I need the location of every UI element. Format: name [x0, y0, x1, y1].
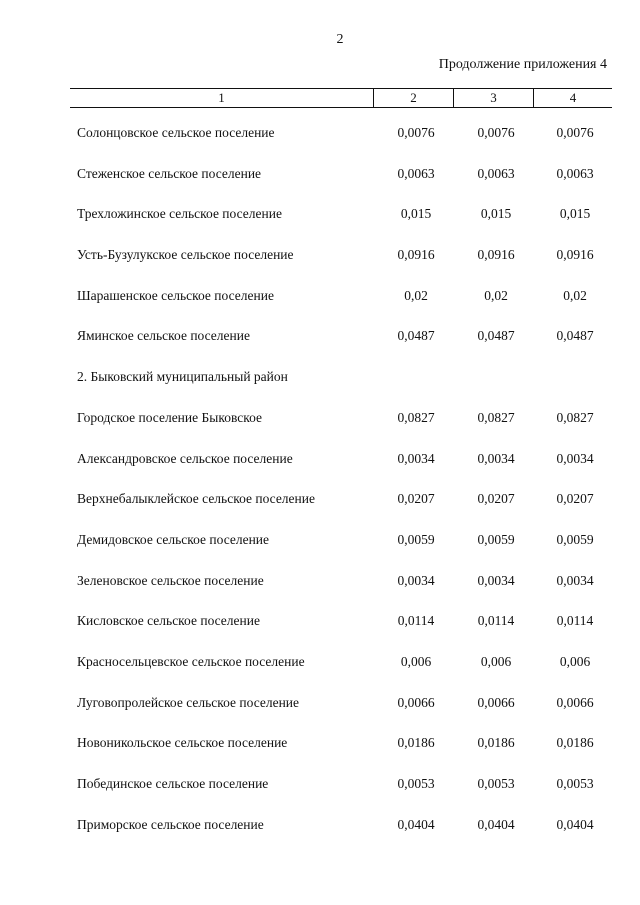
value-column-4: 0,006	[559, 653, 591, 669]
value-column-4: 0,0207	[556, 491, 594, 507]
value-column-2: 0,0034	[397, 450, 435, 466]
value-column-4: 0,0066	[556, 694, 594, 710]
value-column-4: 0,0404	[556, 816, 594, 832]
settlement-name: Демидовское сельское поселение	[77, 531, 270, 547]
table-row	[0, 121, 640, 162]
table-row	[0, 406, 640, 447]
value-column-4: 0,0076	[556, 125, 594, 140]
value-column-4: 0,0034	[556, 450, 594, 466]
settlement-name: Побединское сельское поселение	[77, 776, 269, 791]
value-column-3: 0,0186	[477, 735, 515, 751]
value-column-3: 0,0207	[477, 491, 515, 507]
settlement-name: Кисловское сельское поселение	[77, 613, 260, 629]
value-column-2: 0,0207	[397, 491, 435, 507]
settlement-name: Шарашенское сельское поселение	[77, 287, 274, 303]
value-column-3: 0,006	[480, 653, 512, 669]
value-column-2: 0,015	[400, 206, 432, 222]
column-header-4: 4	[533, 89, 612, 107]
table-row	[0, 528, 640, 569]
value-column-2: 0,0053	[397, 776, 435, 791]
value-column-4: 0,0053	[556, 776, 594, 791]
table-row	[0, 731, 640, 772]
value-column-4: 0,0059	[556, 531, 594, 547]
settlement-name: 2. Быковский муниципальный район	[77, 369, 288, 385]
value-column-3: 0,0487	[477, 328, 515, 344]
value-column-2: 0,0404	[397, 816, 435, 832]
value-column-2: 0,0487	[397, 328, 435, 344]
page-number: 2	[336, 32, 344, 47]
table-row	[0, 365, 640, 406]
settlement-name: Верхнебалыклейское сельское поселение	[77, 491, 315, 507]
value-column-2: 0,006	[400, 653, 432, 669]
value-column-3: 0,0404	[477, 816, 515, 832]
value-column-4: 0,015	[559, 206, 591, 222]
value-column-2: 0,0114	[397, 613, 435, 629]
value-column-2: 0,0827	[397, 409, 435, 425]
table-row	[0, 772, 640, 813]
value-column-3: 0,0063	[477, 165, 515, 181]
value-column-3: 0,0034	[477, 450, 515, 466]
value-column-3: 0,0916	[477, 247, 515, 263]
value-column-3: 0,0827	[477, 409, 515, 425]
settlement-name: Зеленовское сельское поселение	[77, 572, 264, 588]
settlement-name: Красносельцевское сельское поселение	[77, 653, 305, 669]
value-column-3: 0,0066	[477, 694, 515, 710]
table-row	[0, 324, 640, 365]
settlement-name: Солонцовское сельское поселение	[77, 125, 275, 140]
value-column-3: 0,015	[480, 206, 512, 222]
value-column-2: 0,02	[404, 287, 428, 303]
value-column-2: 0,0059	[397, 531, 435, 547]
value-column-4: 0,0034	[556, 572, 594, 588]
value-column-3: 0,0059	[477, 531, 515, 547]
value-column-2: 0,0063	[397, 165, 435, 181]
table-row	[0, 243, 640, 284]
value-column-2: 0,0066	[397, 694, 435, 710]
table-row	[0, 569, 640, 610]
value-column-4: 0,0827	[556, 409, 594, 425]
settlement-name: Луговопролейское сельское поселение	[77, 694, 300, 710]
settlement-name: Приморское сельское поселение	[77, 816, 264, 832]
value-column-3: 0,0076	[477, 125, 515, 140]
table-row	[0, 609, 640, 650]
settlement-name: Усть-Бузулукское сельское поселение	[77, 247, 294, 263]
value-column-3: 0,02	[484, 287, 508, 303]
settlement-name: Яминское сельское поселение	[77, 328, 250, 344]
column-header-1: 1	[218, 90, 225, 105]
column-header-2: 2	[373, 89, 453, 107]
settlement-name: Новоникольское сельское поселение	[77, 735, 288, 751]
settlement-name: Стеженское сельское поселение	[77, 165, 262, 181]
continuation-label: Продолжение приложения 4	[438, 57, 607, 72]
value-column-4: 0,0916	[556, 247, 594, 263]
table-row	[0, 650, 640, 691]
value-column-3: 0,0053	[477, 776, 515, 791]
value-column-4: 0,0487	[556, 328, 594, 344]
value-column-2: 0,0076	[397, 125, 435, 140]
value-column-4: 0,0186	[556, 735, 594, 751]
column-header-3: 3	[453, 89, 533, 107]
table-row	[0, 447, 640, 488]
table-header	[70, 88, 612, 108]
table-row	[0, 202, 640, 243]
value-column-2: 0,0034	[397, 572, 435, 588]
table-body	[0, 121, 640, 853]
value-column-4: 0,02	[563, 287, 587, 303]
value-column-4: 0,0063	[556, 165, 594, 181]
settlement-name: Александровское сельское поселение	[77, 450, 293, 466]
value-column-2: 0,0186	[397, 735, 435, 751]
value-column-3: 0,0114	[477, 613, 515, 629]
table-row	[0, 813, 640, 854]
table-row	[0, 691, 640, 732]
value-column-4: 0,0114	[556, 613, 594, 629]
settlement-name: Трехложинское сельское поселение	[77, 206, 282, 222]
settlement-name: Городское поселение Быковское	[77, 409, 263, 425]
value-column-3: 0,0034	[477, 572, 515, 588]
table-row	[0, 487, 640, 528]
table-row	[0, 284, 640, 325]
table-row	[0, 162, 640, 203]
value-column-2: 0,0916	[397, 247, 435, 263]
